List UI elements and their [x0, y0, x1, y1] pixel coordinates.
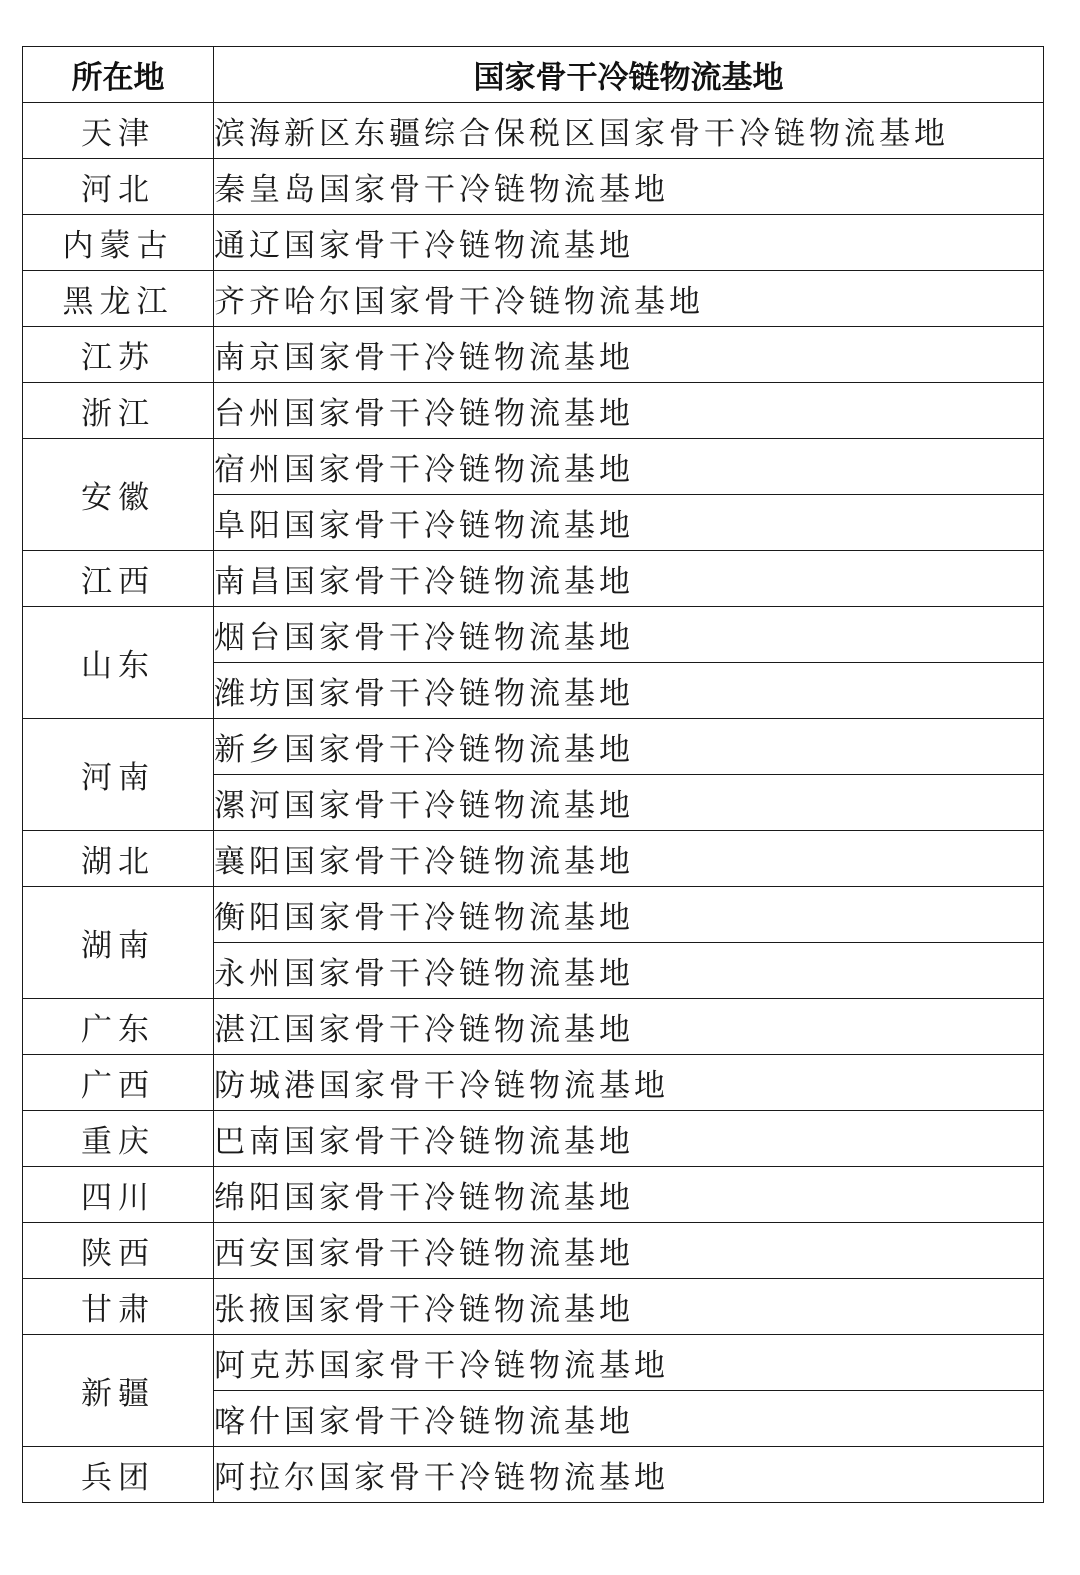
table-row — [23, 215, 1044, 271]
location-cell: 江西 — [23, 551, 214, 607]
location-cell: 黑龙江 — [23, 271, 214, 327]
location-cell: 湖南 — [23, 887, 214, 999]
base-name-cell: 南昌国家骨干冷链物流基地 — [214, 551, 1044, 607]
header-location: 所在地 — [23, 47, 214, 103]
base-name-cell: 喀什国家骨干冷链物流基地 — [214, 1391, 1044, 1447]
base-name-cell: 阿拉尔国家骨干冷链物流基地 — [214, 1447, 1044, 1503]
table-row — [23, 999, 1044, 1055]
table-row — [23, 103, 1044, 159]
base-name-cell: 台州国家骨干冷链物流基地 — [214, 383, 1044, 439]
location-cell: 四川 — [23, 1167, 214, 1223]
table-row — [23, 831, 1044, 887]
cold-chain-base-table — [22, 46, 1044, 1503]
base-name-cell: 潍坊国家骨干冷链物流基地 — [214, 663, 1044, 719]
base-name-cell: 漯河国家骨干冷链物流基地 — [214, 775, 1044, 831]
location-cell: 陕西 — [23, 1223, 214, 1279]
base-name-cell: 永州国家骨干冷链物流基地 — [214, 943, 1044, 999]
location-cell: 兵团 — [23, 1447, 214, 1503]
table-row — [23, 271, 1044, 327]
base-name-cell: 南京国家骨干冷链物流基地 — [214, 327, 1044, 383]
header-base: 国家骨干冷链物流基地 — [214, 47, 1044, 103]
base-name-cell: 齐齐哈尔国家骨干冷链物流基地 — [214, 271, 1044, 327]
location-cell: 河北 — [23, 159, 214, 215]
location-cell: 山东 — [23, 607, 214, 719]
table-row — [23, 607, 1044, 663]
base-name-cell: 滨海新区东疆综合保税区国家骨干冷链物流基地 — [214, 103, 1044, 159]
base-name-cell: 宿州国家骨干冷链物流基地 — [214, 439, 1044, 495]
table-row — [23, 159, 1044, 215]
table-row — [23, 439, 1044, 495]
location-cell: 浙江 — [23, 383, 214, 439]
location-cell: 内蒙古 — [23, 215, 214, 271]
table-row — [23, 1279, 1044, 1335]
base-name-cell: 新乡国家骨干冷链物流基地 — [214, 719, 1044, 775]
location-cell: 重庆 — [23, 1111, 214, 1167]
base-name-cell: 巴南国家骨干冷链物流基地 — [214, 1111, 1044, 1167]
table-row — [23, 1335, 1044, 1391]
location-cell: 新疆 — [23, 1335, 214, 1447]
base-name-cell: 烟台国家骨干冷链物流基地 — [214, 607, 1044, 663]
location-cell: 天津 — [23, 103, 214, 159]
base-name-cell: 阿克苏国家骨干冷链物流基地 — [214, 1335, 1044, 1391]
base-name-cell: 西安国家骨干冷链物流基地 — [214, 1223, 1044, 1279]
base-name-cell: 秦皇岛国家骨干冷链物流基地 — [214, 159, 1044, 215]
base-name-cell: 衡阳国家骨干冷链物流基地 — [214, 887, 1044, 943]
header-row — [23, 47, 1044, 103]
table-row — [23, 1167, 1044, 1223]
location-cell: 湖北 — [23, 831, 214, 887]
table-row — [23, 327, 1044, 383]
location-cell: 广东 — [23, 999, 214, 1055]
table-body — [23, 103, 1044, 1503]
base-name-cell: 阜阳国家骨干冷链物流基地 — [214, 495, 1044, 551]
table-row — [23, 551, 1044, 607]
base-name-cell: 襄阳国家骨干冷链物流基地 — [214, 831, 1044, 887]
location-cell: 江苏 — [23, 327, 214, 383]
table-row — [23, 1223, 1044, 1279]
location-cell: 广西 — [23, 1055, 214, 1111]
table-row — [23, 1447, 1044, 1503]
base-name-cell: 绵阳国家骨干冷链物流基地 — [214, 1167, 1044, 1223]
location-cell: 河南 — [23, 719, 214, 831]
base-name-cell: 防城港国家骨干冷链物流基地 — [214, 1055, 1044, 1111]
table-row — [23, 1111, 1044, 1167]
table-row — [23, 887, 1044, 943]
location-cell: 甘肃 — [23, 1279, 214, 1335]
table-row — [23, 1055, 1044, 1111]
base-name-cell: 湛江国家骨干冷链物流基地 — [214, 999, 1044, 1055]
location-cell: 安徽 — [23, 439, 214, 551]
base-name-cell: 张掖国家骨干冷链物流基地 — [214, 1279, 1044, 1335]
table-row — [23, 383, 1044, 439]
base-name-cell: 通辽国家骨干冷链物流基地 — [214, 215, 1044, 271]
table-row — [23, 719, 1044, 775]
